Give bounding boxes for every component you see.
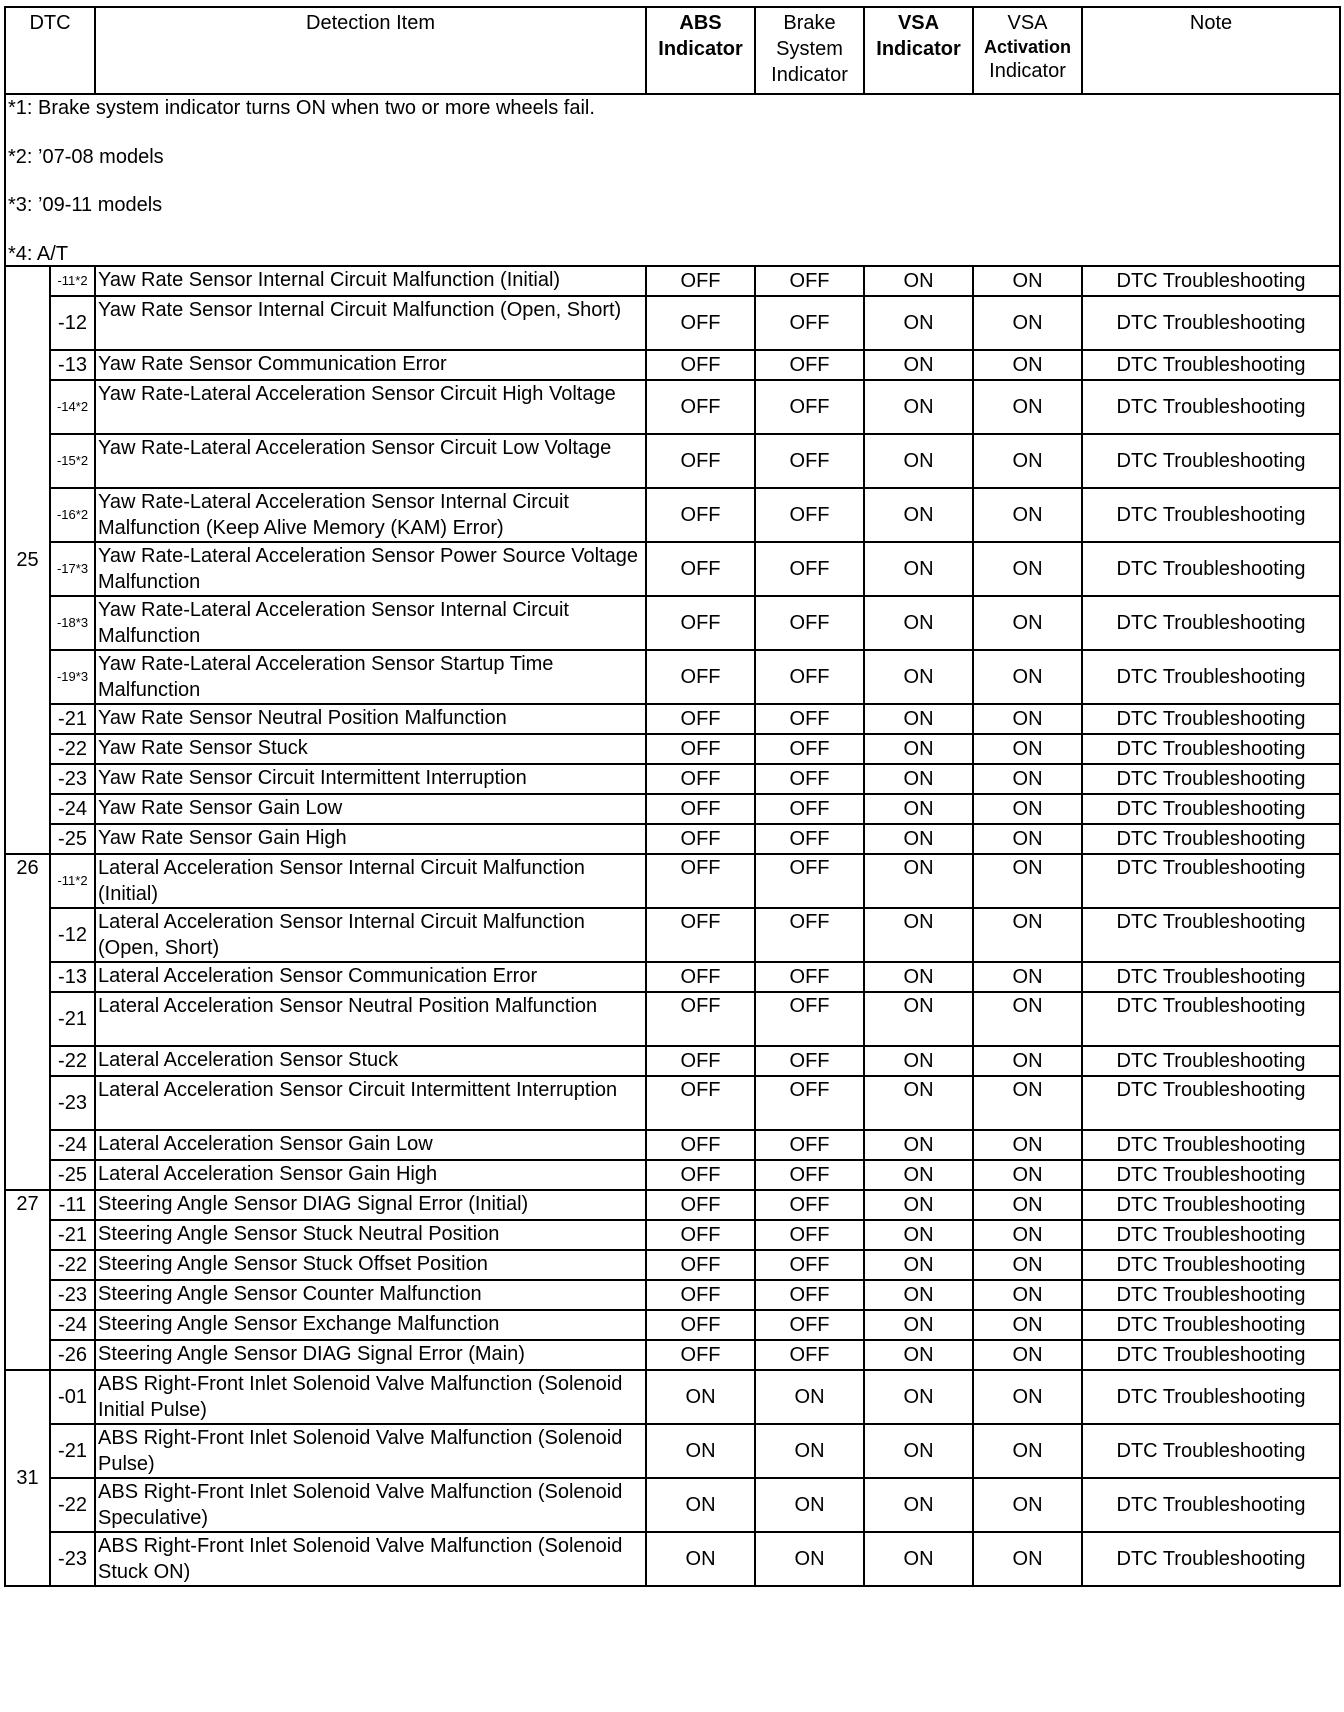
note-cell[interactable]: DTC Troubleshooting [1082, 296, 1340, 350]
detection-item: ABS Right-Front Inlet Solenoid Valve Malfunction (Solenoid Initial Pulse) [95, 1370, 646, 1424]
abs-indicator-cell: OFF [646, 1160, 755, 1190]
table-row [5, 1310, 1340, 1340]
header-brake-system-indicator: Brake System Indicator [755, 7, 864, 94]
dtc-subcode: -23 [50, 1280, 95, 1310]
brake-indicator-cell: OFF [755, 1076, 864, 1130]
note-cell[interactable]: DTC Troubleshooting [1082, 650, 1340, 704]
note-cell[interactable]: DTC Troubleshooting [1082, 704, 1340, 734]
dtc-subcode: -18*3 [50, 596, 95, 650]
brake-indicator-cell: OFF [755, 1220, 864, 1250]
dtc-subcode: -22 [50, 1046, 95, 1076]
note-cell[interactable]: DTC Troubleshooting [1082, 1370, 1340, 1424]
detection-item: Steering Angle Sensor Stuck Offset Position [95, 1250, 646, 1280]
table-row [5, 704, 1340, 734]
dtc-subcode: -11 [50, 1190, 95, 1220]
abs-indicator-cell: OFF [646, 266, 755, 296]
vsa-activation-cell: ON [973, 962, 1082, 992]
note-cell[interactable]: DTC Troubleshooting [1082, 1130, 1340, 1160]
detection-item: ABS Right-Front Inlet Solenoid Valve Malfunction (Solenoid Pulse) [95, 1424, 646, 1478]
dtc-subcode: -25 [50, 1160, 95, 1190]
brake-indicator-cell: OFF [755, 1310, 864, 1340]
brake-indicator-cell: OFF [755, 764, 864, 794]
brake-indicator-cell: OFF [755, 596, 864, 650]
dtc-subcode: -21 [50, 1220, 95, 1250]
vsa-indicator-cell: ON [864, 794, 973, 824]
brake-indicator-cell: OFF [755, 380, 864, 434]
dtc-subcode: -14*2 [50, 380, 95, 434]
dtc-code: 26 [5, 854, 50, 1190]
table-row [5, 1220, 1340, 1250]
dtc-subcode: -13 [50, 350, 95, 380]
detection-item: Steering Angle Sensor Counter Malfunction [95, 1280, 646, 1310]
detection-item: ABS Right-Front Inlet Solenoid Valve Malfunction (Solenoid Stuck ON) [95, 1532, 646, 1586]
table-row [5, 1370, 1340, 1424]
abs-indicator-cell: ON [646, 1424, 755, 1478]
dtc-subcode: -12 [50, 908, 95, 962]
abs-indicator-cell: OFF [646, 1310, 755, 1340]
dtc-subcode: -21 [50, 704, 95, 734]
note-cell[interactable]: DTC Troubleshooting [1082, 824, 1340, 854]
header-note: Note [1082, 7, 1340, 94]
vsa-activation-cell: ON [973, 1280, 1082, 1310]
brake-indicator-cell: OFF [755, 962, 864, 992]
dtc-subcode: -19*3 [50, 650, 95, 704]
vsa-indicator-cell: ON [864, 962, 973, 992]
abs-indicator-cell: OFF [646, 992, 755, 1046]
table-body [5, 94, 1340, 1586]
abs-indicator-cell: ON [646, 1478, 755, 1532]
brake-indicator-cell: OFF [755, 350, 864, 380]
abs-indicator-cell: OFF [646, 1046, 755, 1076]
note-cell[interactable]: DTC Troubleshooting [1082, 266, 1340, 296]
table-row [5, 1532, 1340, 1586]
vsa-activation-cell: ON [973, 1190, 1082, 1220]
vsa-indicator-cell: ON [864, 1160, 973, 1190]
detection-item: Lateral Acceleration Sensor Gain Low [95, 1130, 646, 1160]
detection-item: Lateral Acceleration Sensor Gain High [95, 1160, 646, 1190]
table-row [5, 962, 1340, 992]
abs-indicator-cell: OFF [646, 1250, 755, 1280]
dtc-subcode: -21 [50, 992, 95, 1046]
vsa-indicator-cell: ON [864, 1532, 973, 1586]
dtc-table [4, 6, 1341, 1587]
note-cell[interactable]: DTC Troubleshooting [1082, 908, 1340, 962]
vsa-indicator-cell: ON [864, 266, 973, 296]
vsa-indicator-cell: ON [864, 1220, 973, 1250]
header-vsa-act-line3: Indicator [989, 60, 1066, 82]
table-row [5, 296, 1340, 350]
note-cell[interactable]: DTC Troubleshooting [1082, 1478, 1340, 1532]
brake-indicator-cell: OFF [755, 734, 864, 764]
vsa-indicator-cell: ON [864, 734, 973, 764]
vsa-indicator-cell: ON [864, 908, 973, 962]
abs-indicator-cell: OFF [646, 1220, 755, 1250]
vsa-activation-cell: ON [973, 704, 1082, 734]
abs-indicator-cell: ON [646, 1370, 755, 1424]
vsa-indicator-cell: ON [864, 1190, 973, 1220]
detection-item: Lateral Acceleration Sensor Communication Error [95, 962, 646, 992]
table-row [5, 380, 1340, 434]
table-row [5, 1478, 1340, 1532]
brake-indicator-cell: ON [755, 1532, 864, 1586]
vsa-activation-cell: ON [973, 1424, 1082, 1478]
vsa-activation-cell: ON [973, 350, 1082, 380]
brake-indicator-cell: ON [755, 1370, 864, 1424]
note-cell[interactable]: DTC Troubleshooting [1082, 734, 1340, 764]
abs-indicator-cell: OFF [646, 650, 755, 704]
vsa-indicator-cell: ON [864, 992, 973, 1046]
vsa-indicator-cell: ON [864, 1340, 973, 1370]
dtc-subcode: -24 [50, 1130, 95, 1160]
vsa-activation-cell: ON [973, 992, 1082, 1046]
vsa-indicator-cell: ON [864, 1370, 973, 1424]
detection-item: Steering Angle Sensor Stuck Neutral Position [95, 1220, 646, 1250]
table-row [5, 1424, 1340, 1478]
dtc-subcode: -21 [50, 1424, 95, 1478]
detection-item: Yaw Rate Sensor Stuck [95, 734, 646, 764]
abs-indicator-cell: OFF [646, 824, 755, 854]
vsa-activation-cell: ON [973, 824, 1082, 854]
abs-indicator-cell: OFF [646, 542, 755, 596]
brake-indicator-cell: ON [755, 1424, 864, 1478]
brake-indicator-cell: OFF [755, 794, 864, 824]
note-cell[interactable]: DTC Troubleshooting [1082, 1160, 1340, 1190]
brake-indicator-cell: OFF [755, 650, 864, 704]
abs-indicator-cell: ON [646, 1532, 755, 1586]
vsa-indicator-cell: ON [864, 296, 973, 350]
table-row [5, 1340, 1340, 1370]
vsa-activation-cell: ON [973, 854, 1082, 908]
table-row [5, 1250, 1340, 1280]
abs-indicator-cell: OFF [646, 764, 755, 794]
vsa-activation-cell: ON [973, 1160, 1082, 1190]
abs-indicator-cell: OFF [646, 596, 755, 650]
note-cell[interactable]: DTC Troubleshooting [1082, 962, 1340, 992]
footnote-3: *3: ’09-11 models [8, 194, 163, 216]
vsa-indicator-cell: ON [864, 1250, 973, 1280]
table-row [5, 542, 1340, 596]
vsa-activation-cell: ON [973, 434, 1082, 488]
dtc-subcode: -15*2 [50, 434, 95, 488]
detection-item: Yaw Rate Sensor Gain Low [95, 794, 646, 824]
abs-indicator-cell: OFF [646, 908, 755, 962]
detection-item: Lateral Acceleration Sensor Stuck [95, 1046, 646, 1076]
vsa-indicator-cell: ON [864, 1130, 973, 1160]
dtc-subcode: -01 [50, 1370, 95, 1424]
note-cell[interactable]: DTC Troubleshooting [1082, 1340, 1340, 1370]
table-row [5, 1190, 1340, 1220]
header-vsa-act-line1: VSA [1007, 12, 1048, 34]
table-row [5, 734, 1340, 764]
table-row [5, 992, 1340, 1046]
dtc-subcode: -11*2 [50, 266, 95, 296]
brake-indicator-cell: OFF [755, 704, 864, 734]
note-cell[interactable]: DTC Troubleshooting [1082, 1220, 1340, 1250]
table-row [5, 908, 1340, 962]
vsa-activation-cell: ON [973, 488, 1082, 542]
abs-indicator-cell: OFF [646, 1190, 755, 1220]
dtc-subcode: -16*2 [50, 488, 95, 542]
dtc-subcode: -11*2 [50, 854, 95, 908]
dtc-subcode: -17*3 [50, 542, 95, 596]
dtc-subcode: -22 [50, 734, 95, 764]
table-row [5, 764, 1340, 794]
brake-indicator-cell: OFF [755, 542, 864, 596]
dtc-code: 31 [5, 1370, 50, 1586]
brake-indicator-cell: OFF [755, 1340, 864, 1370]
detection-item: ABS Right-Front Inlet Solenoid Valve Malfunction (Solenoid Speculative) [95, 1478, 646, 1532]
brake-indicator-cell: OFF [755, 1190, 864, 1220]
detection-item: Yaw Rate-Lateral Acceleration Sensor Power Source Voltage Malfunction [95, 542, 646, 596]
table-row [5, 1160, 1340, 1190]
abs-indicator-cell: OFF [646, 962, 755, 992]
table-row [5, 1046, 1340, 1076]
abs-indicator-cell: OFF [646, 704, 755, 734]
detection-item: Yaw Rate-Lateral Acceleration Sensor Circuit Low Voltage [95, 434, 646, 488]
footnote-4: *4: A/T [8, 242, 69, 265]
brake-indicator-cell: OFF [755, 1250, 864, 1280]
abs-indicator-cell: OFF [646, 350, 755, 380]
detection-item: Lateral Acceleration Sensor Circuit Intermittent Interruption [95, 1076, 646, 1130]
abs-indicator-cell: OFF [646, 296, 755, 350]
vsa-activation-cell: ON [973, 1532, 1082, 1586]
header-vsa-indicator: VSA Indicator [864, 7, 973, 94]
abs-indicator-cell: OFF [646, 1076, 755, 1130]
dtc-subcode: -23 [50, 1532, 95, 1586]
header-vsa-act-line2: Activation [984, 37, 1072, 57]
vsa-activation-cell: ON [973, 266, 1082, 296]
brake-indicator-cell: OFF [755, 908, 864, 962]
vsa-activation-cell: ON [973, 650, 1082, 704]
dtc-subcode: -26 [50, 1340, 95, 1370]
table-row [5, 596, 1340, 650]
abs-indicator-cell: OFF [646, 734, 755, 764]
vsa-activation-cell: ON [973, 296, 1082, 350]
dtc-subcode: -13 [50, 962, 95, 992]
abs-indicator-cell: OFF [646, 1280, 755, 1310]
abs-indicator-cell: OFF [646, 1130, 755, 1160]
detection-item: Yaw Rate Sensor Internal Circuit Malfunction (Initial) [95, 266, 646, 296]
abs-indicator-cell: OFF [646, 1340, 755, 1370]
dtc-subcode: -24 [50, 1310, 95, 1340]
table-row [5, 1280, 1340, 1310]
vsa-activation-cell: ON [973, 908, 1082, 962]
dtc-code: 25 [5, 266, 50, 854]
vsa-activation-cell: ON [973, 1046, 1082, 1076]
note-cell[interactable]: DTC Troubleshooting [1082, 1046, 1340, 1076]
vsa-indicator-cell: ON [864, 596, 973, 650]
note-cell[interactable]: DTC Troubleshooting [1082, 1076, 1340, 1130]
detection-item: Yaw Rate-Lateral Acceleration Sensor Internal Circuit Malfunction [95, 596, 646, 650]
dtc-code: 27 [5, 1190, 50, 1370]
table-row [5, 350, 1340, 380]
detection-item: Lateral Acceleration Sensor Neutral Position Malfunction [95, 992, 646, 1046]
header-vsa-activation-indicator [973, 7, 1082, 94]
vsa-activation-cell: ON [973, 1478, 1082, 1532]
note-cell[interactable]: DTC Troubleshooting [1082, 794, 1340, 824]
table-row [5, 1076, 1340, 1130]
dtc-subcode: -12 [50, 296, 95, 350]
vsa-indicator-cell: ON [864, 1046, 973, 1076]
detection-item: Yaw Rate Sensor Gain High [95, 824, 646, 854]
abs-indicator-cell: OFF [646, 854, 755, 908]
vsa-indicator-cell: ON [864, 650, 973, 704]
note-cell[interactable]: DTC Troubleshooting [1082, 1424, 1340, 1478]
note-cell[interactable]: DTC Troubleshooting [1082, 1190, 1340, 1220]
detection-item: Yaw Rate Sensor Internal Circuit Malfunction (Open, Short) [95, 296, 646, 350]
table-row [5, 434, 1340, 488]
abs-indicator-cell: OFF [646, 488, 755, 542]
detection-item: Lateral Acceleration Sensor Internal Circuit Malfunction (Initial) [95, 854, 646, 908]
footnote-2: *2: ’07-08 models [8, 145, 164, 168]
note-cell[interactable]: DTC Troubleshooting [1082, 596, 1340, 650]
brake-indicator-cell: OFF [755, 854, 864, 908]
table-row [5, 650, 1340, 704]
note-cell[interactable]: DTC Troubleshooting [1082, 434, 1340, 488]
brake-indicator-cell: OFF [755, 824, 864, 854]
vsa-activation-cell: ON [973, 1340, 1082, 1370]
vsa-activation-cell: ON [973, 1370, 1082, 1424]
vsa-activation-cell: ON [973, 1310, 1082, 1340]
table-row [5, 794, 1340, 824]
brake-indicator-cell: OFF [755, 296, 864, 350]
vsa-indicator-cell: ON [864, 1424, 973, 1478]
brake-indicator-cell: OFF [755, 1280, 864, 1310]
header-abs-indicator: ABS Indicator [646, 7, 755, 94]
footnotes-cell [5, 94, 1340, 266]
vsa-indicator-cell: ON [864, 1076, 973, 1130]
dtc-subcode: -23 [50, 764, 95, 794]
dtc-subcode: -22 [50, 1478, 95, 1532]
dtc-subcode: -25 [50, 824, 95, 854]
footnote-1: *1: Brake system indicator turns ON when two or more wheels fail. [8, 97, 595, 119]
vsa-activation-cell: ON [973, 542, 1082, 596]
brake-indicator-cell: OFF [755, 1130, 864, 1160]
vsa-indicator-cell: ON [864, 434, 973, 488]
brake-indicator-cell: ON [755, 1478, 864, 1532]
table-row [5, 488, 1340, 542]
note-cell[interactable]: DTC Troubleshooting [1082, 1310, 1340, 1340]
vsa-indicator-cell: ON [864, 380, 973, 434]
vsa-indicator-cell: ON [864, 1478, 973, 1532]
footnotes-row [5, 94, 1340, 266]
vsa-indicator-cell: ON [864, 542, 973, 596]
table-row [5, 1130, 1340, 1160]
detection-item: Yaw Rate Sensor Neutral Position Malfunction [95, 704, 646, 734]
vsa-indicator-cell: ON [864, 764, 973, 794]
detection-item: Yaw Rate Sensor Communication Error [95, 350, 646, 380]
header-detection-item: Detection Item [95, 7, 646, 94]
note-cell[interactable]: DTC Troubleshooting [1082, 1532, 1340, 1586]
note-cell[interactable]: DTC Troubleshooting [1082, 854, 1340, 908]
vsa-indicator-cell: ON [864, 1310, 973, 1340]
vsa-indicator-cell: ON [864, 1280, 973, 1310]
brake-indicator-cell: OFF [755, 1046, 864, 1076]
vsa-activation-cell: ON [973, 734, 1082, 764]
detection-item: Steering Angle Sensor DIAG Signal Error (Initial) [95, 1190, 646, 1220]
brake-indicator-cell: OFF [755, 992, 864, 1046]
vsa-indicator-cell: ON [864, 824, 973, 854]
note-cell[interactable]: DTC Troubleshooting [1082, 764, 1340, 794]
vsa-activation-cell: ON [973, 1250, 1082, 1280]
vsa-indicator-cell: ON [864, 704, 973, 734]
note-cell[interactable]: DTC Troubleshooting [1082, 1280, 1340, 1310]
note-cell[interactable]: DTC Troubleshooting [1082, 992, 1340, 1046]
vsa-activation-cell: ON [973, 1220, 1082, 1250]
note-cell[interactable]: DTC Troubleshooting [1082, 380, 1340, 434]
note-cell[interactable]: DTC Troubleshooting [1082, 1250, 1340, 1280]
detection-item: Yaw Rate Sensor Circuit Intermittent Interruption [95, 764, 646, 794]
table-row [5, 266, 1340, 296]
table-row [5, 854, 1340, 908]
detection-item: Lateral Acceleration Sensor Internal Circuit Malfunction (Open, Short) [95, 908, 646, 962]
brake-indicator-cell: OFF [755, 266, 864, 296]
vsa-activation-cell: ON [973, 794, 1082, 824]
vsa-activation-cell: ON [973, 764, 1082, 794]
abs-indicator-cell: OFF [646, 380, 755, 434]
vsa-indicator-cell: ON [864, 854, 973, 908]
detection-item: Yaw Rate-Lateral Acceleration Sensor Circuit High Voltage [95, 380, 646, 434]
note-cell[interactable]: DTC Troubleshooting [1082, 350, 1340, 380]
dtc-subcode: -23 [50, 1076, 95, 1130]
brake-indicator-cell: OFF [755, 1160, 864, 1190]
vsa-indicator-cell: ON [864, 488, 973, 542]
vsa-indicator-cell: ON [864, 350, 973, 380]
brake-indicator-cell: OFF [755, 434, 864, 488]
detection-item: Steering Angle Sensor Exchange Malfunction [95, 1310, 646, 1340]
abs-indicator-cell: OFF [646, 434, 755, 488]
table-row [5, 824, 1340, 854]
dtc-subcode: -24 [50, 794, 95, 824]
note-cell[interactable]: DTC Troubleshooting [1082, 488, 1340, 542]
vsa-activation-cell: ON [973, 380, 1082, 434]
detection-item: Yaw Rate-Lateral Acceleration Sensor Startup Time Malfunction [95, 650, 646, 704]
header-row [5, 7, 1340, 94]
vsa-activation-cell: ON [973, 1076, 1082, 1130]
abs-indicator-cell: OFF [646, 794, 755, 824]
detection-item: Steering Angle Sensor DIAG Signal Error (Main) [95, 1340, 646, 1370]
detection-item: Yaw Rate-Lateral Acceleration Sensor Internal Circuit Malfunction (Keep Alive Memory (KAM) Error) [95, 488, 646, 542]
brake-indicator-cell: OFF [755, 488, 864, 542]
note-cell[interactable]: DTC Troubleshooting [1082, 542, 1340, 596]
dtc-subcode: -22 [50, 1250, 95, 1280]
vsa-activation-cell: ON [973, 1130, 1082, 1160]
vsa-activation-cell: ON [973, 596, 1082, 650]
header-dtc: DTC [5, 7, 95, 94]
